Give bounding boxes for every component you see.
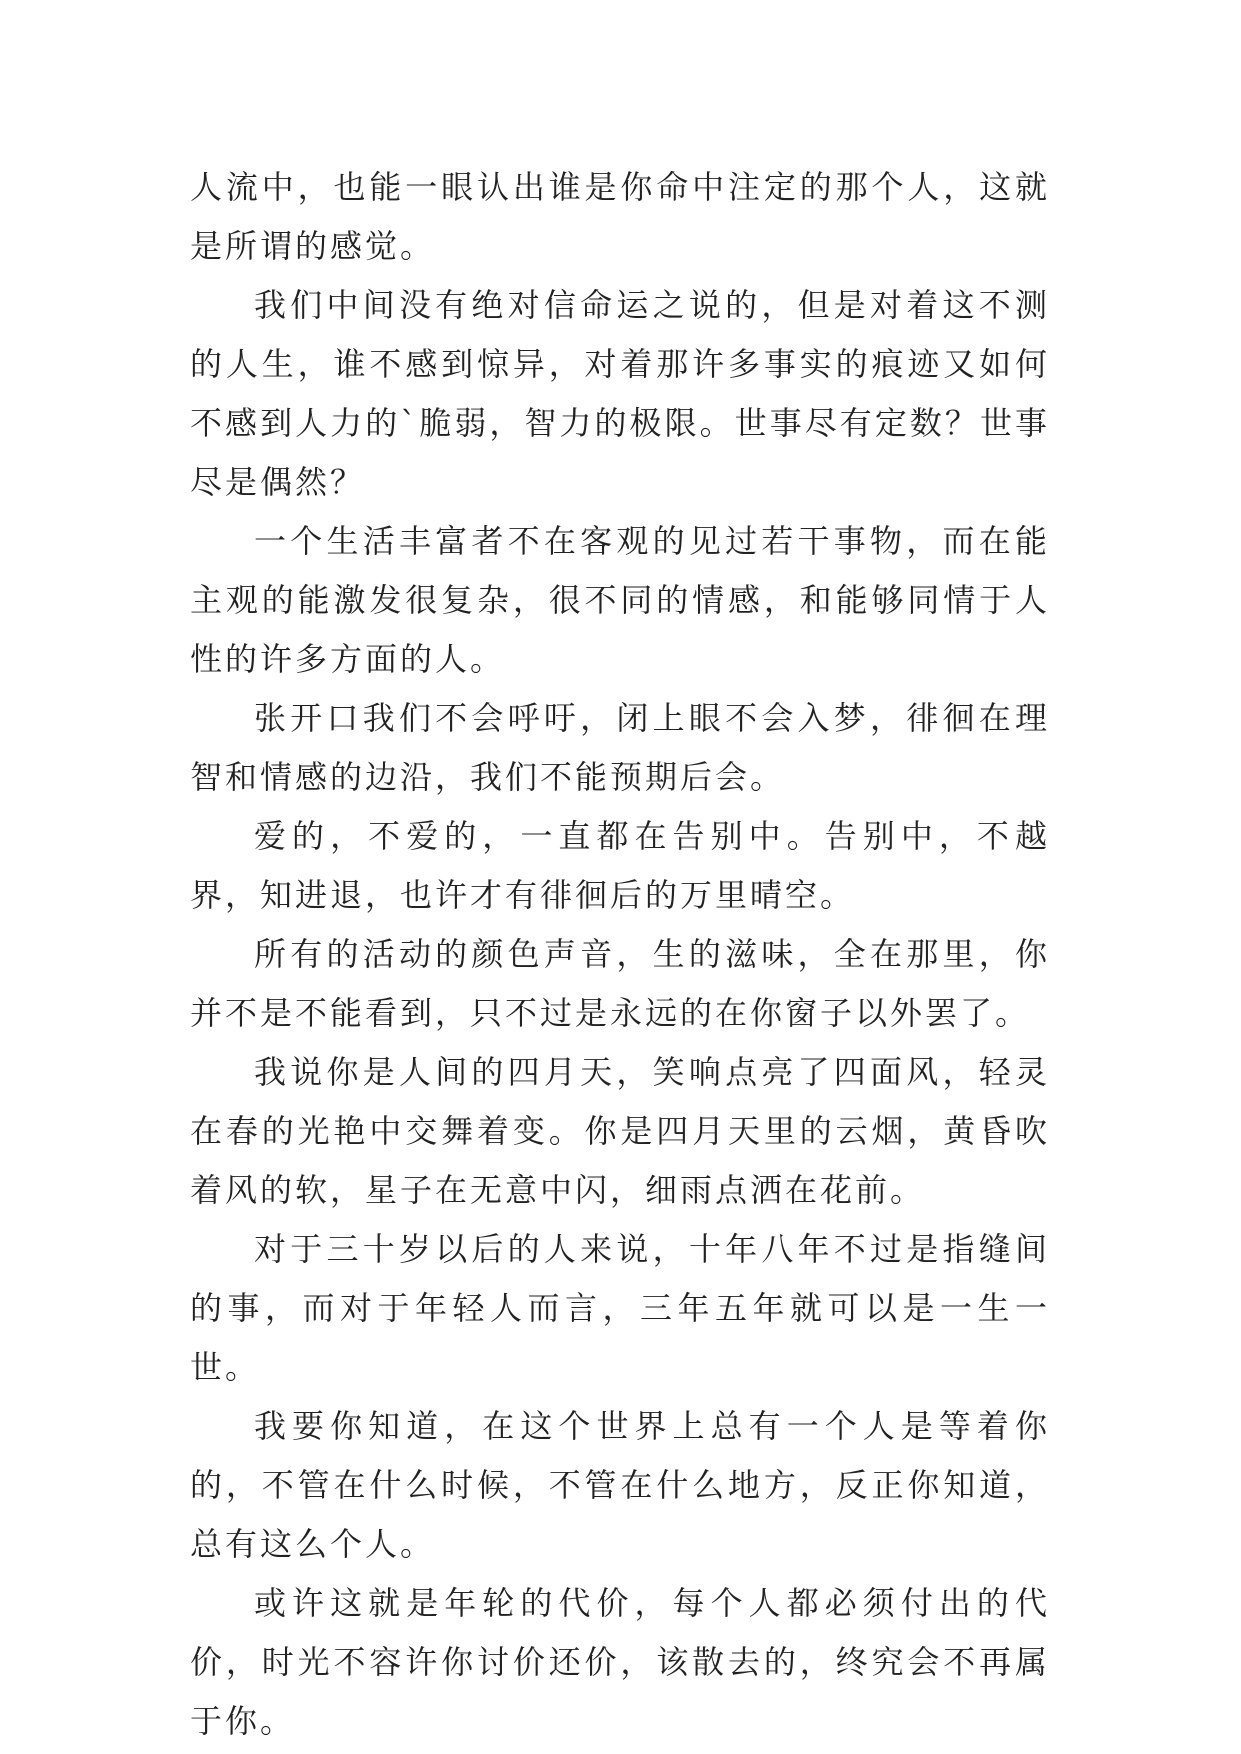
paragraph: 我们中间没有绝对信命运之说的，但是对着这不测的人生，谁不感到惊异，对着那许多事实的痕迹又如何不感到人力的`脆弱，智力的极限。世事尽有定数？世事尽是偶然？ <box>190 286 1050 501</box>
paragraph: 爱的，不爱的，一直都在告别中。告别中，不越界，知进退，也许才有徘徊后的万里晴空。 <box>190 817 1050 914</box>
paragraph: 张开口我们不会呼吁，闭上眼不会入梦，徘徊在理智和情感的边沿，我们不能预期后会。 <box>190 699 1050 796</box>
paragraph: 所有的活动的颜色声音，生的滋味，全在那里，你并不是不能看到，只不过是永远的在你窗子以外罢了。 <box>190 935 1050 1032</box>
paragraph: 或许这就是年轮的代价，每个人都必须付出的代价，时光不容许你讨价还价，该散去的，终究会不再属于你。 <box>190 1584 1050 1740</box>
paragraph: 一个生活丰富者不在客观的见过若干事物，而在能主观的能激发很复杂，很不同的情感，和能够同情于人性的许多方面的人。 <box>190 522 1050 678</box>
paragraph: 对于三十岁以后的人来说，十年八年不过是指缝间的事，而对于年轻人而言，三年五年就可以是一生一世。 <box>190 1230 1050 1386</box>
document-body <box>190 158 1050 1751</box>
paragraph-continuation: 人流中，也能一眼认出谁是你命中注定的那个人，这就是所谓的感觉。 <box>190 168 1050 265</box>
paragraph: 我说你是人间的四月天，笑响点亮了四面风，轻灵在春的光艳中交舞着变。你是四月天里的云烟，黄昏吹着风的软，星子在无意中闪，细雨点洒在花前。 <box>190 1053 1050 1209</box>
paragraph: 我要你知道，在这个世界上总有一个人是等着你的，不管在什么时候，不管在什么地方，反正你知道，总有这么个人。 <box>190 1407 1050 1563</box>
